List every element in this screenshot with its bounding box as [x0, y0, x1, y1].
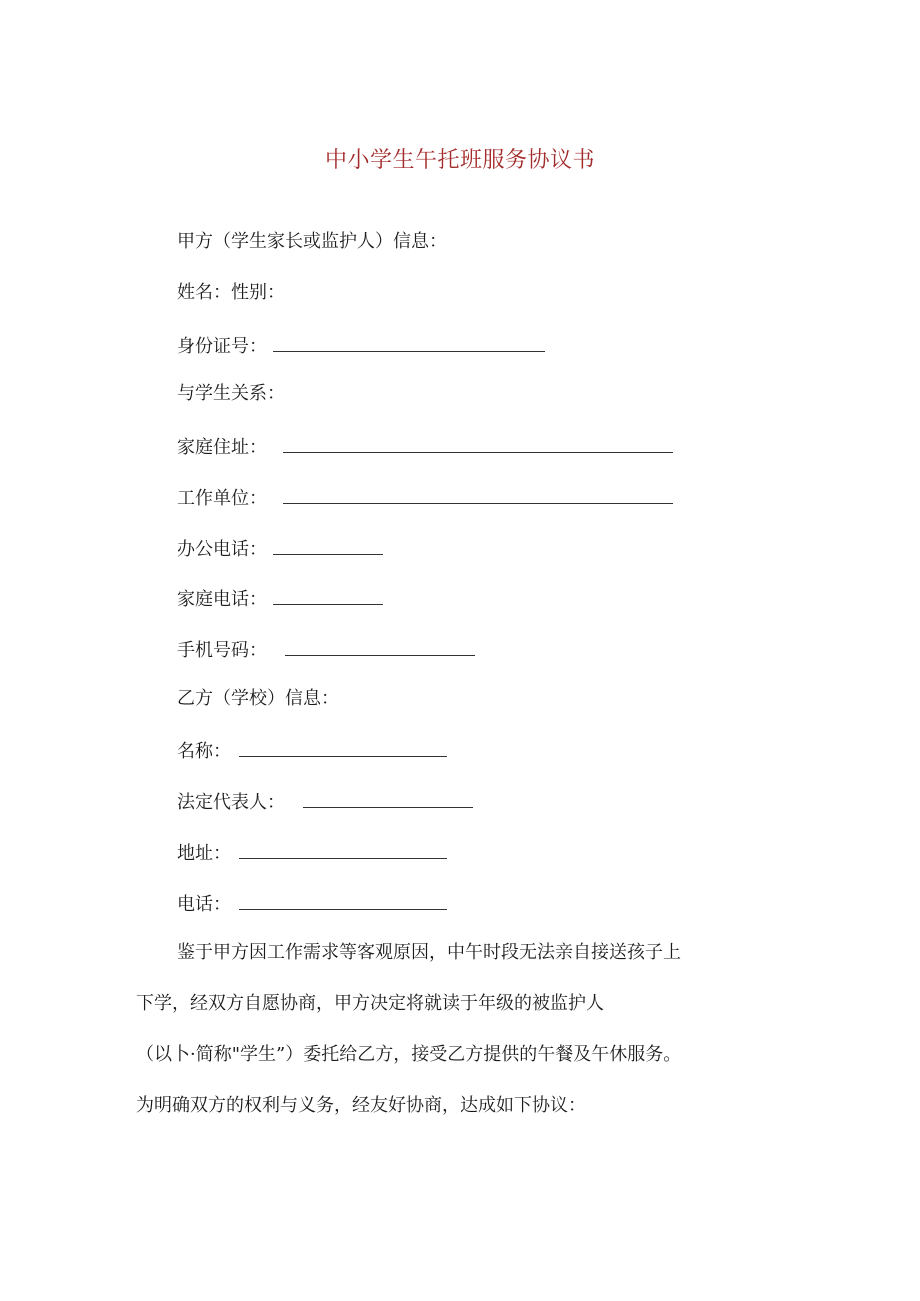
home-address-blank[interactable] [283, 432, 673, 453]
school-name-label: 名称： [177, 741, 231, 762]
school-phone-row [177, 889, 447, 915]
school-address-label: 地址： [177, 843, 231, 864]
office-phone-row [177, 534, 383, 560]
workplace-label: 工作单位： [177, 488, 267, 509]
id-number-blank[interactable] [273, 331, 545, 352]
home-phone-blank[interactable] [273, 584, 383, 605]
document-title: 中小学生午托班服务协议书 [324, 148, 595, 173]
legal-rep-blank[interactable] [303, 787, 473, 808]
workplace-blank[interactable] [283, 483, 673, 504]
legal-rep-row [177, 787, 473, 813]
id-number-label: 身份证号： [177, 336, 267, 357]
name-gender-label: 姓名：性别： [177, 282, 285, 303]
home-address-label: 家庭住址： [177, 437, 267, 458]
school-address-row [177, 838, 447, 864]
party-a-heading: 甲方（学生家长或监护人）信息： [177, 231, 447, 252]
mobile-blank[interactable] [285, 635, 475, 656]
body-line-4: 为明确双方的权利与义务，经友好协商，达成如下协议： [136, 1095, 586, 1116]
school-phone-label: 电话： [177, 894, 231, 915]
body-line-1: 鉴于甲方因工作需求等客观原因，中午时段无法亲自接送孩子上 [177, 942, 681, 963]
school-name-blank[interactable] [239, 736, 447, 757]
body-line-3: （以卜·简称"学生”）委托给乙方，接受乙方提供的午餐及午休服务。 [136, 1044, 682, 1065]
id-number-row [177, 331, 545, 357]
school-address-blank[interactable] [239, 838, 447, 859]
office-phone-blank[interactable] [273, 534, 383, 555]
home-phone-label: 家庭电话： [177, 589, 267, 610]
workplace-row [177, 483, 673, 509]
party-b-heading: 乙方（学校）信息： [177, 688, 339, 709]
mobile-label: 手机号码： [177, 640, 267, 661]
school-name-row [177, 736, 447, 762]
school-phone-blank[interactable] [239, 889, 447, 910]
home-phone-row [177, 584, 383, 610]
home-address-row [177, 432, 673, 458]
mobile-row [177, 635, 475, 661]
legal-rep-label: 法定代表人： [177, 792, 285, 813]
relation-label: 与学生关系： [177, 383, 285, 404]
office-phone-label: 办公电话： [177, 539, 267, 560]
body-line-2: 下学，经双方自愿协商，甲方决定将就读于年级的被监护人 [136, 993, 604, 1014]
